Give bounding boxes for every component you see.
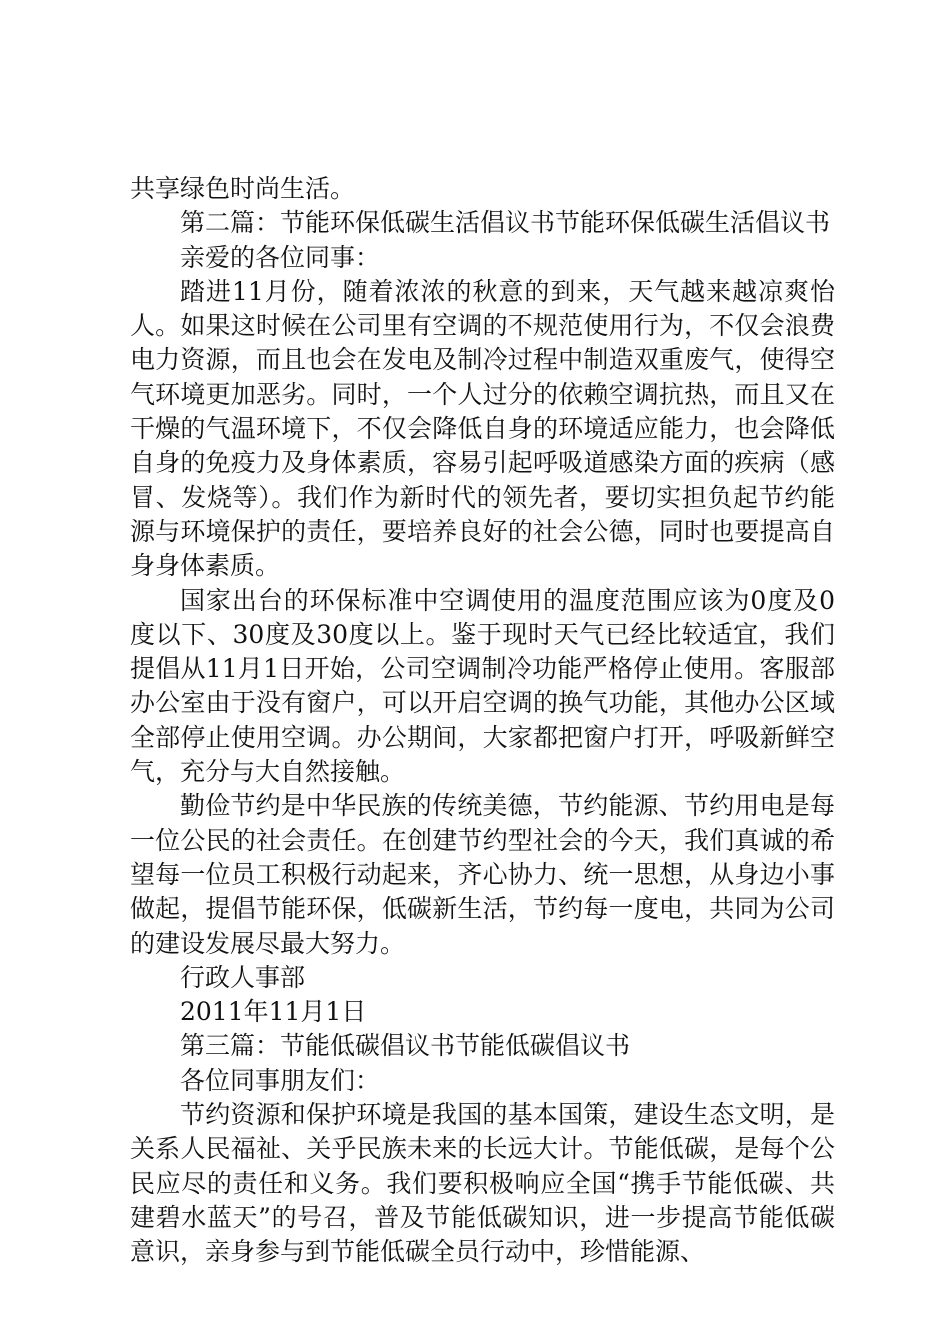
body-paragraph-2: 国家出台的环保标准中空调使用的温度范围应该为0度及0度以下、30度及30度以上。鉴于现时天气已经比较适宜，我们提倡从11月1日开始，公司空调制冷功能严格停止使用。客服部办公室由于没有窗户，可以开启空调的换气功能，其他办公区域全部停止使用空调。办公期间，大家都把窗户打开，呼吸新鲜空气，充分与大自然接触。: [130, 585, 835, 787]
salutation-3: 各位同事朋友们：: [180, 1065, 381, 1095]
salutation-2: 亲爱的各位同事：: [180, 242, 381, 272]
document-page: [130, 172, 835, 1270]
signature-date: 2011年11月1日: [180, 997, 367, 1027]
signature-department: 行政人事部: [180, 962, 306, 992]
body-paragraph-1: 踏进11月份，随着浓浓的秋意的到来，天气越来越凉爽怡人。如果这时候在公司里有空调的不规范使用行为，不仅会浪费电力资源，而且也会在发电及制冷过程中制造双重废气，使得空气环境更加恶劣。同时，一个人过分的依赖空调抗热，而且又在干燥的气温环境下，不仅会降低自身的环境适应能力，也会降低自身的免疫力及身体素质，容易引起呼吸道感染方面的疾病（感冒、发烧等）。我们作为新时代的领先者，要切实担负起节约能源与环境保护的责任，要培养良好的社会公德，同时也要提高自身身体素质。: [130, 276, 835, 581]
body-paragraph-4: 节约资源和保护环境是我国的基本国策，建设生态文明，是关系人民福祉、关乎民族未来的长远大计。节能低碳，是每个公民应尽的责任和义务。我们要积极响应全国“携手节能低碳、共建碧水蓝天”的号召，普及节能低碳知识，进一步提高节能低碳意识，亲身参与到节能低碳全员行动中，珍惜能源、: [130, 1100, 835, 1267]
paragraph-continuation: 共享绿色时尚生活。: [130, 174, 356, 203]
section-title-2: 第二篇：节能环保低碳生活倡议书节能环保低碳生活倡议书: [180, 208, 831, 238]
body-paragraph-3: 勤俭节约是中华民族的传统美德，节约能源、节约用电是每一位公民的社会责任。在创建节约型社会的今天，我们真诚的希望每一位员工积极行动起来，齐心协力、统一思想，从身边小事做起，提倡节能环保，低碳新生活，节约每一度电，共同为公司的建设发展尽最大努力。: [130, 791, 835, 958]
section-title-3: 第三篇：节能低碳倡议书节能低碳倡议书: [180, 1031, 631, 1061]
